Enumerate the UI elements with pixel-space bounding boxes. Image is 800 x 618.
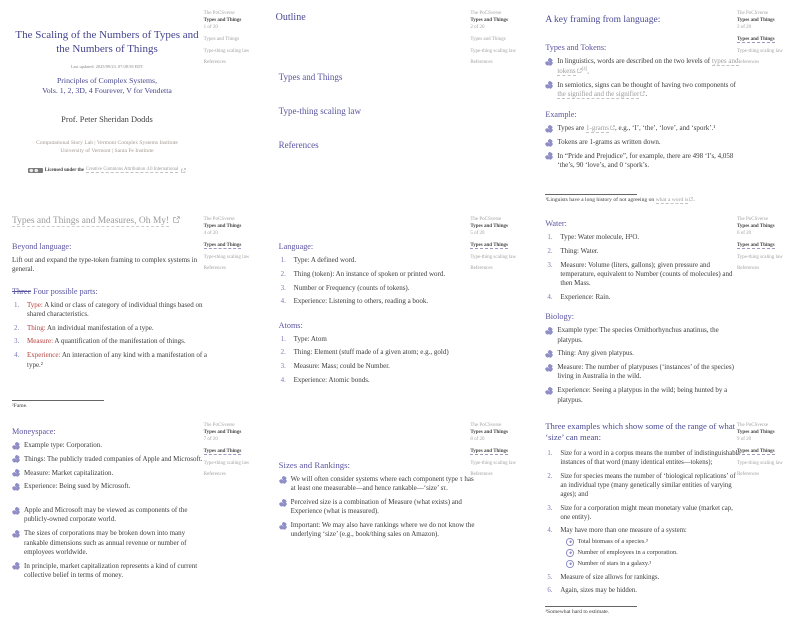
numbered-item: Type: A kind or class of category of individual things based on shared characteristics. (27, 300, 203, 318)
sidebar-toc-types-and-things[interactable]: Types and Things (470, 243, 508, 249)
bullet-text: In linguistics, words are described on the two levels of types and tokens [4]. (557, 57, 739, 75)
slide-9-size-examples (533, 412, 800, 618)
sidebar-brand: The PoCSverse (203, 11, 235, 16)
pocs-bullet-icon (545, 58, 553, 66)
sidebar-toc-types-and-things[interactable]: Types and Things (736, 449, 775, 455)
bullet-text: Types are 1-grams , e.g., ‘I’, ‘the’, ‘love’, and ‘spork’.¹ (557, 124, 716, 133)
pocs-bullet-icon (279, 476, 287, 484)
numbered-item: Measure of size allows for rankings. (560, 573, 660, 581)
cc-license-badge-icon[interactable] (28, 168, 43, 174)
sidebar-toc-references[interactable]: References (470, 265, 493, 271)
sidebar-page-number: 3 of 20 (736, 24, 752, 30)
bullet-text: Perceived size is a combination of Measure (what exists) and Experience (what is measured). (290, 498, 462, 516)
numbered-item: Type: A defined word. (293, 256, 357, 264)
types-and-tokens-link[interactable]: types and tokens (557, 57, 739, 75)
numbered-item: Number or Frequency (counts of tokens). (293, 283, 410, 292)
external-link-icon[interactable] (181, 168, 186, 173)
sidebar-page-number: 1 of 20 (203, 24, 218, 30)
sidebar-series: Types and Things (470, 17, 508, 23)
swirl-bullet-icon (566, 549, 574, 557)
slide-sidebar (737, 217, 795, 273)
pocs-bullet-icon (545, 139, 553, 147)
pocs-bullet-icon (545, 350, 553, 358)
swirl-bullet-icon (566, 538, 574, 546)
sidebar-toc-types-and-things[interactable]: Types and Things (470, 449, 508, 455)
numbered-item: Again, sizes may be hidden. (560, 587, 637, 595)
numbered-item: Measure: A quantification of the manifestation of things. (27, 337, 186, 346)
bullet-text: Experience: Seeing a platypus in the wild; being hunted by a platypus. (557, 386, 728, 404)
sidebar-page-number: 7 of 20 (203, 436, 218, 442)
slide-sidebar (204, 217, 262, 273)
pocs-bullet-icon (279, 499, 287, 507)
footnote-rule (545, 194, 637, 195)
bullet-text: Example type: Corporation. (24, 441, 102, 449)
sidebar-page-number: 9 of 20 (736, 436, 752, 442)
slide-sidebar (204, 11, 262, 67)
section-heading: Types and Tokens: (545, 43, 607, 53)
bullet-text: The sizes of corporations may be broken down into many rankable dimensions such as annual revenue or number of employees worldwide. (24, 529, 187, 556)
sidebar-toc-types-and-things[interactable]: Types and Things (736, 37, 775, 43)
numbered-item: Size for species means the number of ‘biological replications’ of an individual type (many genetically similar entities of varying ages); and (560, 472, 736, 498)
sidebar-toc-scaling-law[interactable]: Type-thing scaling law (203, 460, 250, 466)
sidebar-brand: The PoCSverse (736, 217, 768, 222)
pocs-bullet-icon (12, 507, 20, 515)
sidebar-toc-references[interactable]: References (470, 59, 493, 65)
numbered-item: Thing: An individual manifestation of a type. (27, 323, 154, 332)
pocs-bullet-icon (12, 483, 20, 491)
slide-sidebar (737, 423, 795, 479)
numbered-item: Thing (token): An instance of spoken or printed word. (293, 269, 446, 278)
sidebar-toc-references[interactable]: References (736, 265, 760, 271)
footnote-rule (545, 606, 637, 607)
series-line-1: Principles of Complex Systems, (56, 75, 158, 85)
sidebar-toc-scaling-law[interactable]: Type-thing scaling law (470, 254, 517, 260)
slide-sidebar (737, 11, 795, 67)
numbered-item: May have more than one measure of a system: Total biomass of a species.³ Number of employees in a corporation. Number of stars in a galaxy.³ (545, 526, 741, 568)
sidebar-series: Types and Things (470, 223, 508, 229)
sidebar-brand: The PoCSverse (736, 423, 768, 428)
numbered-item: Experience: Rain. (560, 292, 611, 301)
section-heading: Water: (545, 219, 567, 228)
sidebar-brand: The PoCSverse (736, 11, 768, 16)
bullet-text: In principle, market capitalization represents a kind of current collective belief in terms of money. (24, 561, 198, 579)
sidebar-toc-scaling-law[interactable]: Type-thing scaling law (736, 460, 783, 466)
slide-title: A key framing from language: (545, 15, 661, 25)
author: Prof. Peter Sheridan Dodds (61, 114, 153, 124)
numbered-item: Measure: Volume (liters, gallons); given pressure and temperature, equivalent to Number (counts of molecules) and then Mass. (560, 260, 733, 288)
section-heading: Three Four possible parts: (12, 286, 98, 296)
sidebar-series: Types and Things (203, 17, 242, 23)
sidebar-series: Types and Things (736, 17, 775, 23)
series-line-2: Vols. 1, 2, 3D, 4 Fourever, V for Vendetta (42, 86, 172, 96)
sidebar-series: Types and Things (203, 429, 242, 435)
sidebar-toc-types-and-things[interactable]: Types and Things (470, 37, 506, 43)
sidebar-brand: The PoCSverse (470, 217, 502, 222)
slide-sidebar (470, 423, 528, 479)
outline-item-scaling-law[interactable]: Type-thing scaling law (278, 106, 362, 116)
slide-title-link-row (12, 216, 208, 226)
paragraph: Lift out and expand the type-token framing to complex systems in general. (12, 256, 198, 274)
pocs-bullet-icon (545, 152, 553, 160)
numbered-item: Experience: Listening to others, reading a book. (293, 297, 429, 306)
footnote: ³Somewhat hard to estimate. (545, 606, 637, 615)
outline-title: Outline (275, 12, 306, 23)
sub-item: Total biomass of a species.³ (566, 538, 741, 547)
pocs-bullet-icon (12, 455, 20, 463)
sidebar-toc-types-and-things[interactable]: Types and Things (203, 243, 242, 249)
citation-marker: [4] (581, 66, 588, 72)
sidebar-page-number: 6 of 20 (736, 230, 752, 236)
numbered-item: Experience: An interaction of any kind with a manifestation of a type.² (27, 351, 208, 369)
slide-4-types-things-measures (0, 206, 267, 412)
sidebar-series: Types and Things (203, 223, 242, 229)
pocs-bullet-icon (545, 125, 553, 133)
section-heading: Sizes and Rankings: (278, 460, 351, 470)
sidebar-toc-types-and-things[interactable]: Types and Things (203, 449, 242, 455)
what-a-word-is-link[interactable]: what a word is (655, 197, 689, 203)
item-label: Measure: (27, 337, 54, 346)
outline-item-types-and-things[interactable]: Types and Things (278, 72, 343, 82)
section-heading: Atoms: (278, 320, 303, 330)
slide-title-link[interactable]: Types and Things and Measures, Oh My! (12, 216, 170, 226)
struck-word: Three (12, 286, 32, 296)
bullet-text: In semiotics, signs can be thought of having two components of the signified and the signifier . (557, 80, 736, 99)
affiliation-line-2: University of Vermont | Santa Fe Institute (60, 148, 154, 155)
sidebar-page-number: 8 of 20 (470, 436, 485, 442)
license-link[interactable]: Creative Commons Attribution 4.0 International (85, 167, 179, 173)
pocs-bullet-icon (545, 81, 553, 89)
slide-2-outline (267, 0, 534, 206)
footnote-rule (12, 400, 104, 401)
sidebar-toc-references[interactable]: References (470, 471, 493, 477)
pocs-bullet-icon (12, 442, 20, 450)
section-heading: Beyond language: (12, 242, 72, 251)
bullet-text: We will often consider systems where each component type τ has at least one measurable—and hence rankable—‘size’ sτ. (290, 475, 474, 493)
outline-item-references[interactable]: References (278, 140, 319, 150)
bullet-text: Things: The publicly traded companies of Apple and Microsoft. (24, 454, 203, 463)
bullet-text: Tokens are 1-grams as written down. (557, 138, 661, 147)
slide-6-water-biology (533, 206, 800, 412)
slide-title: Three examples which show some of the range of what ‘size’ can mean: (545, 421, 736, 443)
numbered-item: Size for a word in a corpus means the number of indistinguishable instances of that word (many identical entites—tokens); (560, 450, 741, 467)
pocs-bullet-icon (545, 387, 553, 395)
pocs-bullet-icon (545, 327, 553, 335)
slide-sidebar (470, 11, 528, 67)
sidebar-toc-types-and-things[interactable]: Types and Things (203, 37, 240, 43)
bullet-text: Important: We may also have rankings where we do not know the underlying ‘size’ (e.g., book/thing sales on Amazon). (290, 521, 475, 539)
signified-signifier-link[interactable]: the signified and the signifier (557, 90, 640, 99)
pocs-bullet-icon (12, 530, 20, 538)
affiliation-line-1: Computational Story Lab | Vermont Complex Systems Institute (36, 139, 178, 146)
sidebar-brand: The PoCSverse (470, 423, 502, 428)
item-label: Thing: (27, 323, 46, 332)
footnote: ²Fame. (12, 400, 104, 409)
deck-title: The Scaling of the Numbers of Types and the Numbers of Things (15, 29, 199, 56)
numbered-item: Thing: Element (stuff made of a given atom; e.g., gold) (293, 348, 449, 357)
sidebar-toc-references[interactable]: References (203, 59, 226, 65)
bullet-text: Example type: The species Ornithorhynchus anatinus, the platypus. (557, 326, 719, 344)
slide-7-moneyspace (0, 412, 267, 618)
sidebar-toc-scaling-law[interactable]: Type-thing scaling law (203, 254, 250, 260)
slide-sidebar (470, 217, 528, 273)
slide-5-language-atoms (267, 206, 534, 412)
item-label: Experience: (27, 351, 61, 360)
bullet-text: Measure: The number of platypuses (‘instances’ of the species) living in Australia in the wild. (557, 363, 734, 381)
section-heading: Biology: (545, 312, 574, 322)
one-grams-link[interactable]: 1-grams (585, 124, 609, 133)
sidebar-page-number: 4 of 20 (203, 230, 218, 236)
bullet-text: Experience: Being sued by Microsoft. (24, 482, 131, 491)
external-link-icon[interactable] (173, 216, 180, 223)
numbered-item: Experience: Atomic bonds. (293, 376, 370, 385)
sidebar-toc-scaling-law[interactable]: Type-thing scaling law (470, 460, 517, 466)
pocs-bullet-icon (12, 562, 20, 570)
numbered-item: Thing: Water. (560, 246, 599, 255)
sidebar-toc-references[interactable]: References (203, 471, 226, 477)
sidebar-toc-types-and-things[interactable]: Types and Things (736, 243, 775, 249)
bullet-text: Measure: Market capitalization. (24, 468, 114, 477)
sidebar-series: Types and Things (736, 429, 775, 435)
pocs-bullet-icon (545, 364, 553, 372)
sidebar-page-number: 2 of 20 (470, 24, 485, 30)
slide-8-sizes-rankings (267, 412, 534, 618)
sidebar-toc-references[interactable]: References (203, 265, 226, 271)
last-updated: Last updated: 2025/09/23, 07:08:58 EDT (70, 63, 144, 69)
section-heading: Example: (545, 110, 577, 120)
sidebar-brand: The PoCSverse (470, 11, 502, 16)
slide-3-key-framing (533, 0, 800, 206)
numbered-item: Size for a corporation might mean monetary value (market cap, one entity). (560, 504, 733, 521)
sidebar-series: Types and Things (470, 429, 508, 435)
slide-sidebar (204, 423, 262, 479)
license-prefix: Licensed under the (44, 167, 84, 173)
numbered-item: Type: Atom (293, 334, 327, 343)
sidebar-toc-scaling-law[interactable]: Type-thing scaling law (203, 48, 250, 54)
footnote: ¹Linguists have a long history of not agreeing on what a word is . (545, 194, 694, 203)
sidebar-brand: The PoCSverse (203, 423, 235, 428)
section-heading: Language: (278, 242, 314, 251)
sidebar-toc-scaling-law[interactable]: Type-thing scaling law (736, 48, 783, 54)
slide-1-title-page (0, 0, 267, 206)
item-label: Type: (27, 300, 43, 309)
sidebar-toc-references[interactable]: References (736, 59, 760, 65)
bullet-text: Thing: Any given platypus. (557, 349, 634, 358)
bullet-text: In “Pride and Prejudice”, for example, there are 498 ‘I’s, 4,058 ‘the’s, 90 ‘love’s, and 0 ‘spork’s. (557, 151, 734, 170)
sidebar-toc-scaling-law[interactable]: Type-thing scaling law (470, 48, 517, 54)
sidebar-page-number: 5 of 20 (470, 230, 485, 236)
sidebar-toc-scaling-law[interactable]: Type-thing scaling law (736, 254, 783, 260)
sidebar-brand: The PoCSverse (203, 217, 235, 222)
section-heading: Moneyspace: (12, 427, 56, 436)
pocs-bullet-icon (279, 522, 287, 530)
bullet-text: Apple and Microsoft may be viewed as components of the publicly-owned corporate world. (24, 506, 188, 524)
sub-item: Number of stars in a galaxy.³ (566, 560, 741, 569)
swirl-bullet-icon (566, 560, 574, 568)
sidebar-toc-references[interactable]: References (736, 471, 760, 477)
numbered-item: Measure: Mass; could be Number. (293, 362, 390, 371)
sidebar-series: Types and Things (736, 223, 775, 229)
pocs-bullet-icon (12, 469, 20, 477)
numbered-item: Type: Water molecule, H²O. (560, 233, 640, 241)
sub-item: Number of employees in a corporation. (566, 549, 741, 558)
